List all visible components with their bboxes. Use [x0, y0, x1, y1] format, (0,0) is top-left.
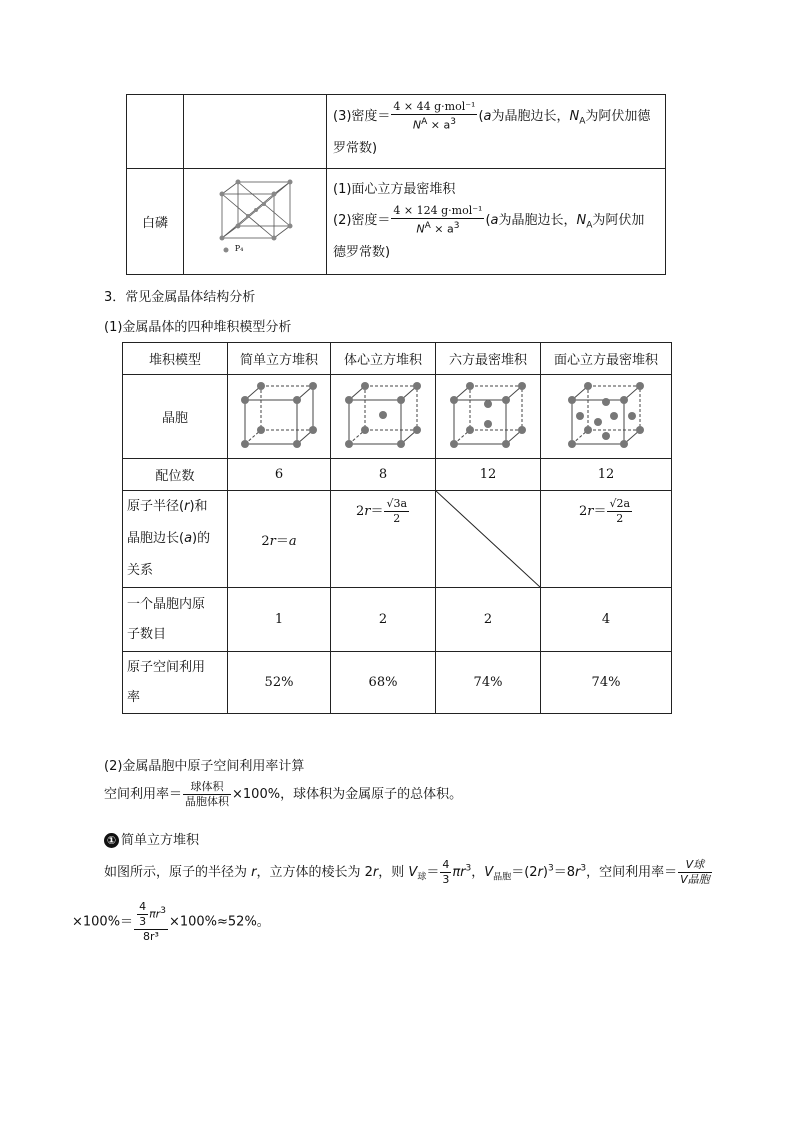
coord-simple: 6: [228, 459, 331, 491]
coord-hcp: 12: [436, 459, 541, 491]
relation-bcc: 2r＝ $\frac{√3a}{2}$: [331, 491, 436, 588]
section-3-subtitle: (1)金属晶体的四种堆积模型分析: [104, 320, 292, 335]
util-fcc: 74%: [541, 652, 672, 714]
simple-cubic-image: [228, 375, 331, 459]
density-cell: (3)密度＝ $\frac{\text{4 × 44 g·mol⁻¹}}{N^A \times a^3}$ (a为晶胞边长，$N_A$为阿伏加德 罗常数): [327, 95, 666, 169]
diagonal-slash: [436, 491, 540, 587]
header-simple-cubic: 简单立方堆积: [228, 343, 331, 375]
white-phosphorus-info: (1)面心立方最密堆积 (2)密度＝ $\frac{\text{4 × 124 g·mol⁻¹}}{N^A \times a^3}$ (a为晶胞边长，$N_A$为阿伏加 德罗常数): [327, 169, 666, 275]
util-bcc: 68%: [331, 652, 436, 714]
header-model: 堆积模型: [123, 343, 228, 375]
utilization-formula: 空间利用率＝ $\frac{\text{球体积}}{\text{晶胞体积}}$ ×100%，球体积为金属原子的总体积。: [104, 780, 463, 808]
bcc-diagram: [341, 380, 425, 450]
atoms-label: 一个晶胞内原 子数目: [123, 588, 228, 652]
relation-fcc: 2r＝ $\frac{√2a}{2}$: [541, 491, 672, 588]
cell-label: 晶胞: [123, 375, 228, 459]
header-hcp: 六方最密堆积: [436, 343, 541, 375]
coord-label: 配位数: [123, 459, 228, 491]
packing-model-table: [122, 342, 672, 714]
atoms-hcp: 2: [436, 588, 541, 652]
white-phosphorus-name: 白磷: [127, 169, 184, 275]
empty-image-cell: [184, 95, 327, 169]
header-fcc: 面心立方最密堆积: [541, 343, 672, 375]
radius-relation-label: 原子半径(r)和 晶胞边长(a)的 关系: [123, 491, 228, 588]
util-simple: 52%: [228, 652, 331, 714]
simple-cubic-result: ×100%＝ $\frac{4}{3}$ $\pi r^3$ 8r³ ×100%≈52%。: [72, 900, 270, 943]
utilization-label: 原子空间利用 率: [123, 652, 228, 714]
relation-simple: 2r＝a: [228, 491, 331, 588]
atoms-fcc: 4: [541, 588, 672, 652]
white-phosphorus-image-cell: [184, 169, 327, 275]
circled-number-icon: ①: [104, 833, 119, 848]
fcc-image: [541, 375, 672, 459]
atoms-bcc: 2: [331, 588, 436, 652]
bcc-image: [331, 375, 436, 459]
simple-cubic-subheading: ① 简单立方堆积: [104, 829, 199, 848]
crystal-table-continued: [126, 94, 666, 275]
atoms-simple: 1: [228, 588, 331, 652]
simple-cubic-explanation: 如图所示，原子的半径为 r，立方体的棱长为 2r，则 $V_球=$ $\frac{4}{3}$ $\pi r^3$，$V_{晶胞}=(2r)^3=8r^3$，空间利用率＝ $\frac{\text{V球}}{\text{V晶胞}}$: [104, 858, 710, 886]
simple-cubic-diagram: [237, 380, 321, 450]
section-2-title: (2)金属晶胞中原子空间利用率计算: [104, 759, 305, 774]
hcp-image: [436, 375, 541, 459]
header-bcc: 体心立方堆积: [331, 343, 436, 375]
empty-name-cell: [127, 95, 184, 169]
legend-p4: P₄: [234, 244, 244, 253]
coord-fcc: 12: [541, 459, 672, 491]
section-3-title: 3．常见金属晶体结构分析: [104, 290, 256, 305]
fcc-diagram: [564, 380, 648, 450]
hcp-diagram: [446, 380, 530, 450]
relation-hcp-empty: [436, 491, 541, 588]
white-phosphorus-cell-diagram: [210, 176, 300, 254]
coord-bcc: 8: [331, 459, 436, 491]
util-hcp: 74%: [436, 652, 541, 714]
